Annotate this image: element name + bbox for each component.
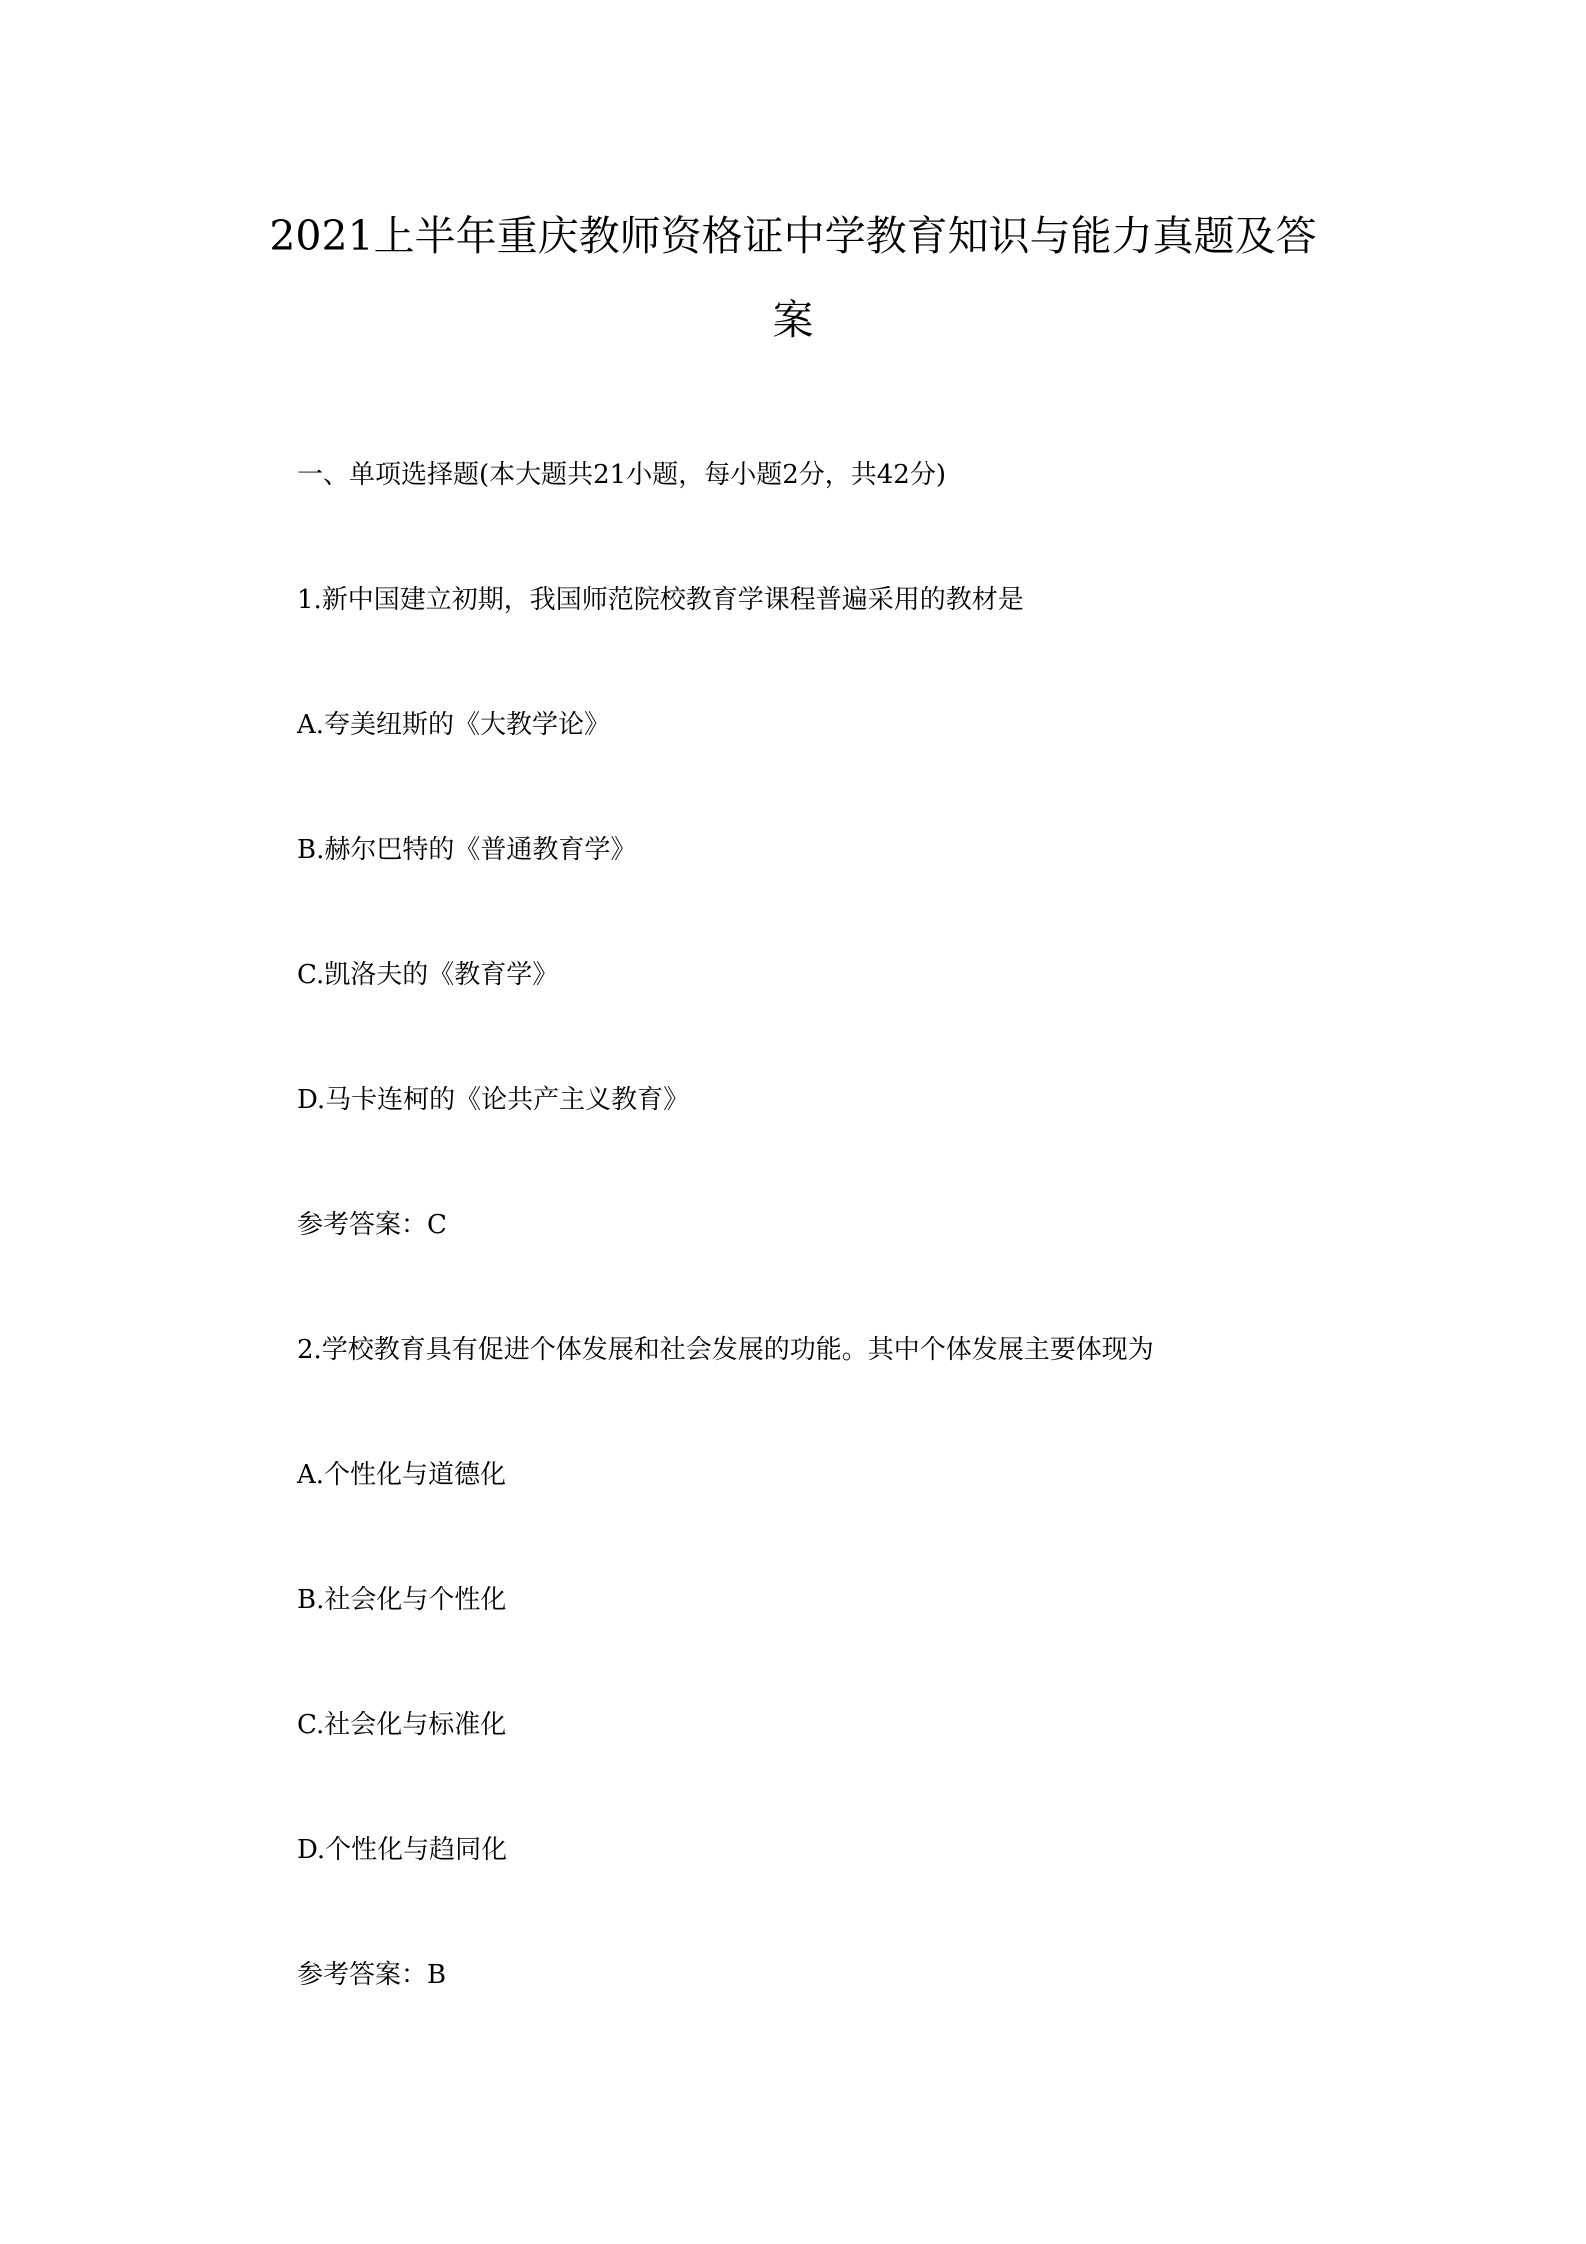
document-title-line-2: 案 [772, 296, 814, 344]
question-2-option-a: A.个性化与道德化 [297, 1460, 507, 1490]
question-2-option-d: D.个性化与趋同化 [297, 1835, 508, 1865]
question-1-option-c: C.凯洛夫的《教育学》 [297, 960, 559, 990]
question-2-answer: 参考答案：B [297, 1960, 447, 1990]
document-title-line-1: 2021上半年重庆教师资格证中学教育知识与能力真题及答 [269, 212, 1317, 260]
question-1-answer: 参考答案：C [297, 1210, 447, 1240]
question-1-option-b: B.赫尔巴特的《普通教育学》 [297, 835, 637, 865]
section-heading: 一、单项选择题(本大题共21小题，每小题2分，共42分) [297, 460, 946, 490]
question-2-option-c: C.社会化与标准化 [297, 1710, 507, 1740]
question-2-option-b: B.社会化与个性化 [297, 1585, 507, 1615]
question-1-option-d: D.马卡连柯的《论共产主义教育》 [297, 1085, 690, 1115]
question-1-stem: 1.新中国建立初期，我国师范院校教育学课程普遍采用的教材是 [297, 585, 1024, 615]
question-2-stem: 2.学校教育具有促进个体发展和社会发展的功能。其中个体发展主要体现为 [297, 1335, 1154, 1365]
question-1-option-a: A.夸美纽斯的《大教学论》 [297, 710, 611, 740]
